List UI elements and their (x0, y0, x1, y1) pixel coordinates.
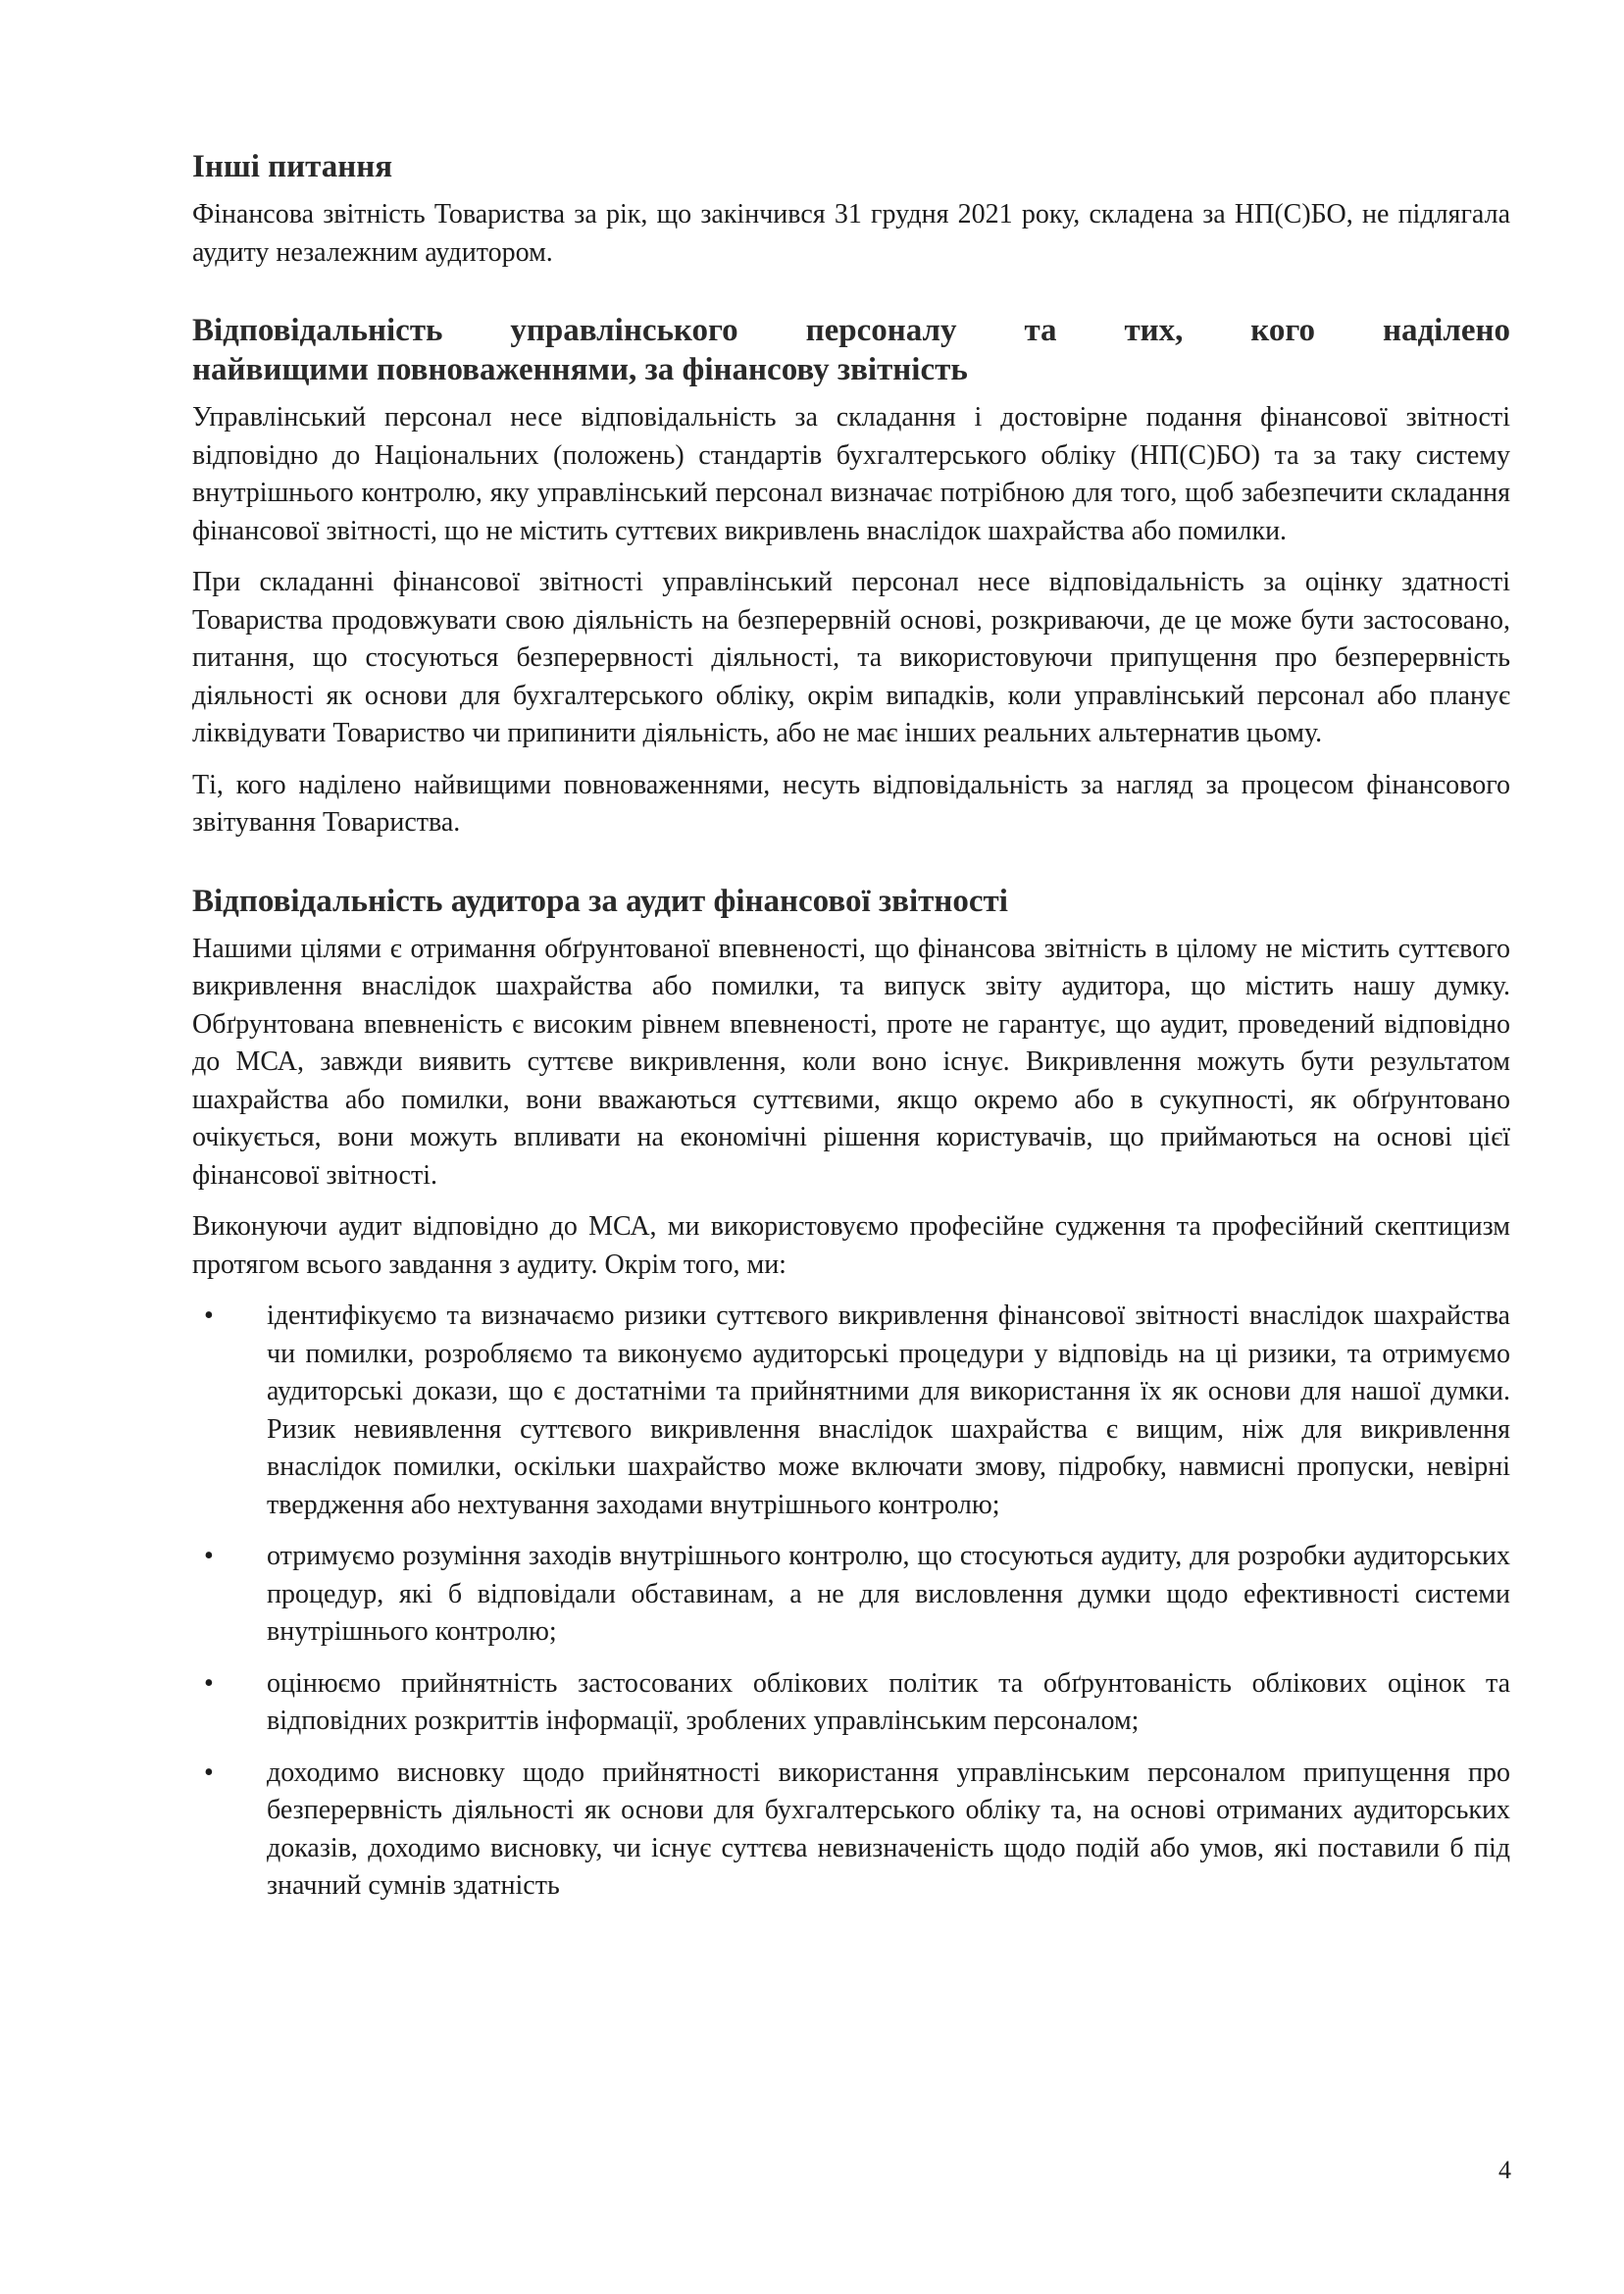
auditor-procedures-list (192, 1298, 1510, 1906)
paragraph-management-2: При складанні фінансової звітності управлінський персонал несе відповідальність за оцінку здатності Товариства продовжувати свою діяльність на безперервній основі, розкриваючи, де це може бути застосовано, питання, що стосуються безперервності діяльності, та використовуючи припущення про безперервність діяльності як основи для бухгалтерського обліку, окрім випадків, коли управлінський персонал або планує ліквідувати Товариство чи припинити діяльність, або не має інших реальних альтернатив цьому. (192, 567, 1510, 748)
list-item (192, 1298, 1510, 1524)
section-spacer (192, 856, 1510, 882)
section-spacer (192, 285, 1510, 311)
document-page (192, 147, 1510, 1919)
bullet-symbol: • (204, 1757, 214, 1788)
section-heading-other-matters: Інші питання (192, 149, 393, 184)
paragraph-auditor-2: Виконуючи аудит відповідно до МСА, ми використовуємо професійне судження та професійний скептицизм протягом всього завдання з аудиту. Окрім того, ми: (192, 1211, 1510, 1280)
paragraph-management-1: Управлінський персонал несе відповідальність за складання і достовірне подання фінансової звітності відповідно до Національних (положень) стандартів бухгалтерського обліку (НП(С)БО) та за таку систему внутрішнього контролю, яку управлінський персонал визначає потрібною для того, щоб забезпечити складання фінансової звітності, що не містить суттєвих викривлень внаслідок шахрайства або помилки. (192, 402, 1510, 546)
paragraph-auditor-1: Нашими цілями є отримання обґрунтованої впевненості, що фінансова звітність в цілому не містить суттєвого викривлення внаслідок шахрайства або помилки, та випуск звіту аудитора, що містить нашу думку. Обґрунтована впевненість є високим рівнем впевненості, проте не гарантує, що аудит, проведений відповідно до МСА, завжди виявить суттєве викривлення, коли воно існує. Викривлення можуть бути результатом шахрайства або помилки, вони вважаються суттєвими, якщо окремо або в сукупності, як обґрунтовано очікується, вони можуть впливати на економічні рішення користувачів, що приймаються на основі цієї фінансової звітності. (192, 933, 1510, 1191)
bullet-symbol: • (204, 1541, 214, 1571)
list-item-text: доходимо висновку щодо прийнятності використання управлінським персоналом припущення про безперервність діяльності як основи для бухгалтерського обліку та, на основі отриманих аудиторських доказів, доходимо висновку, чи існує суттєва невизначеність щодо подій або умов, які поставили б під значний сумнів здатність (267, 1757, 1510, 1901)
list-item (192, 1755, 1510, 1906)
paragraph-other-matters: Фінансова звітність Товариства за рік, що закінчився 31 грудня 2021 року, складена за НП(С)БО, не підлягала аудиту незалежним аудитором. (192, 199, 1510, 268)
list-item-text: оцінюємо прийнятність застосованих облікових політик та обґрунтованість облікових оцінок та відповідних розкриттів інформації, зроблених управлінським персоналом; (267, 1667, 1510, 1736)
paragraph-management-3: Ті, кого наділено найвищими повноваженнями, несуть відповідальність за нагляд за процесом фінансового звітування Товариства. (192, 769, 1510, 838)
bullet-symbol: • (204, 1667, 214, 1699)
list-item-text: ідентифікуємо та визначаємо ризики суттєвого викривлення фінансової звітності внаслідок шахрайства чи помилки, розробляємо та виконуємо аудиторські процедури у відповідь на ці ризики, та отримуємо аудиторські докази, що є достатніми та прийнятними для використання їх як основи для нашої думки. Ризик невиявлення суттєвого викривлення внаслідок шахрайства є вищим, ніж для викривлення внаслідок помилки, оскільки шахрайство може включати змову, підробку, навмисні пропуски, невірні твердження або нехтування заходами внутрішнього контролю; (267, 1300, 1510, 1520)
section-heading-management-responsibility (192, 311, 1510, 389)
heading-line-1: Відповідальність управлінського персоналу та тих, кого наділено (192, 313, 1510, 348)
section-heading-auditor-responsibility: Відповідальність аудитора за аудит фінансової звітності (192, 883, 1008, 919)
list-item (192, 1665, 1510, 1741)
list-item (192, 1538, 1510, 1652)
list-item-text: отримуємо розуміння заходів внутрішнього контролю, що стосуються аудиту, для розробки аудиторських процедур, які б відповідали обставинам, а не для висловлення думки щодо ефективності системи внутрішнього контролю; (267, 1541, 1510, 1647)
heading-line-2: найвищими повноваженнями, за фінансову звітність (192, 352, 968, 387)
bullet-symbol: • (204, 1300, 214, 1331)
page-number: 4 (1498, 2156, 1511, 2184)
